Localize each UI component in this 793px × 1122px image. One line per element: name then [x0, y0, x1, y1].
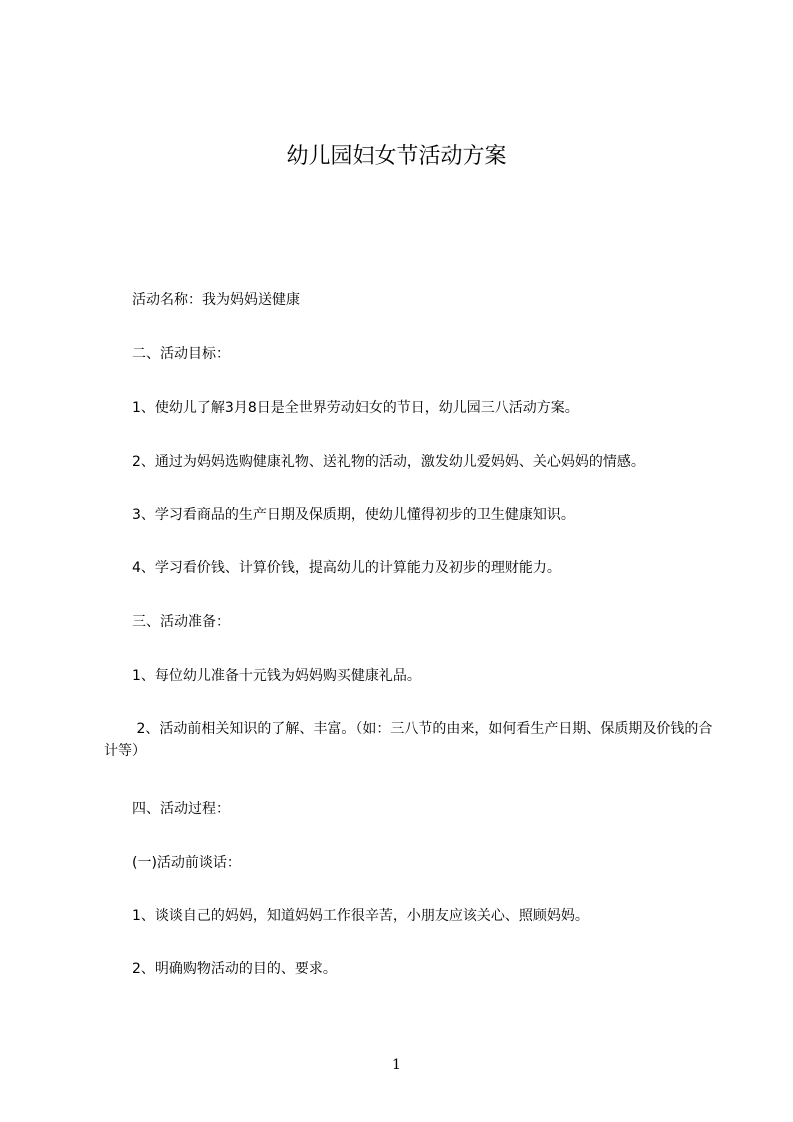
preparation-item-1: 1、每位幼儿准备十元钱为妈妈购买健康礼品。 [104, 668, 421, 684]
preparation-item-2: 2、活动前相关知识的了解、丰富。（如：三八节的由来，如何看生产日期、保质期及价钱的合计等） [104, 721, 713, 759]
heading-activity-process: 四、活动过程： [104, 801, 230, 817]
goal-item-2: 2、通过为妈妈选购健康礼物、送礼物的活动，激发幼儿爱妈妈、关心妈妈的情感。 [104, 454, 645, 470]
paragraph-activity-name: 活动名称：我为妈妈送健康 [104, 292, 300, 308]
talk-item-2: 2、明确购物活动的目的、要求。 [104, 961, 337, 977]
heading-activity-goals: 二、活动目标： [104, 346, 230, 362]
page-number: 1 [392, 1057, 401, 1073]
heading-activity-preparation: 三、活动准备： [104, 614, 230, 630]
goal-item-4: 4、学习看价钱、计算价钱，提高幼儿的计算能力及初步的理财能力。 [104, 560, 561, 576]
talk-item-1: 1、谈谈自己的妈妈，知道妈妈工作很辛苦，小朋友应该关心、照顾妈妈。 [104, 908, 589, 924]
document-title: 幼儿园妇女节活动方案 [286, 144, 507, 169]
goal-item-3: 3、学习看商品的生产日期及保质期，使幼儿懂得初步的卫生健康知识。 [104, 507, 575, 523]
heading-pre-activity-talk: (一)活动前谈话： [104, 855, 241, 871]
goal-item-1: 1、使幼儿了解3月8日是全世界劳动妇女的节日，幼儿园三八活动方案。 [104, 400, 579, 416]
